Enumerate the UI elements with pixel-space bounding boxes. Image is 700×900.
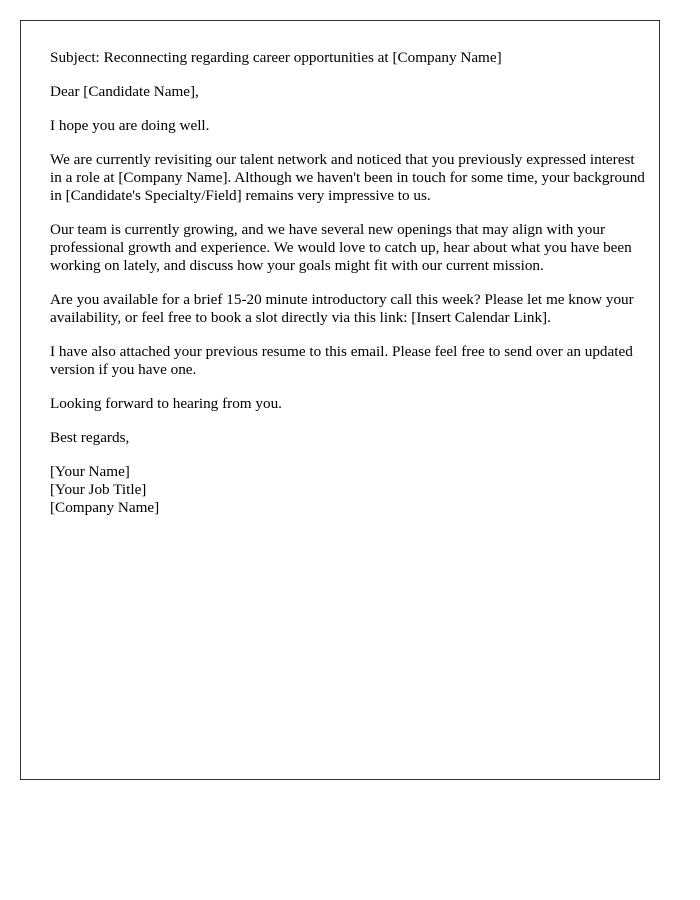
letter-paragraph-1: I hope you are doing well.: [50, 117, 210, 134]
letter-page: [20, 20, 660, 780]
letter-paragraph-5: I have also attached your previous resume to this email. Please feel free to send over an updated version if you have one.: [50, 343, 633, 378]
signature-name: [Your Name]: [50, 463, 130, 480]
letter-paragraph-6: Looking forward to hearing from you.: [50, 395, 282, 412]
letter-paragraph-2: We are currently revisiting our talent network and noticed that you previously expressed interest in a role at [Company Name]. Although we haven't been in touch for some time, your background in [Candidate's Specialty/Field] remains very impressive to us.: [50, 151, 645, 204]
letter-subject: Subject: Reconnecting regarding career opportunities at [Company Name]: [50, 49, 502, 66]
letter-closing: Best regards,: [50, 429, 130, 446]
signature-job-title: [Your Job Title]: [50, 481, 147, 498]
letter-greeting: Dear [Candidate Name],: [50, 83, 199, 100]
letter-body: [50, 49, 650, 533]
letter-paragraph-4: Are you available for a brief 15-20 minute introductory call this week? Please let me know your availability, or feel free to book a slot directly via this link: [Insert Calendar Link].: [50, 291, 634, 326]
letter-paragraph-3: Our team is currently growing, and we have several new openings that may align with your professional growth and experience. We would love to catch up, hear about what you have been working on lately, and discuss how your goals might fit with our current mission.: [50, 221, 632, 274]
letter-signature: [50, 463, 650, 517]
signature-company: [Company Name]: [50, 499, 160, 516]
